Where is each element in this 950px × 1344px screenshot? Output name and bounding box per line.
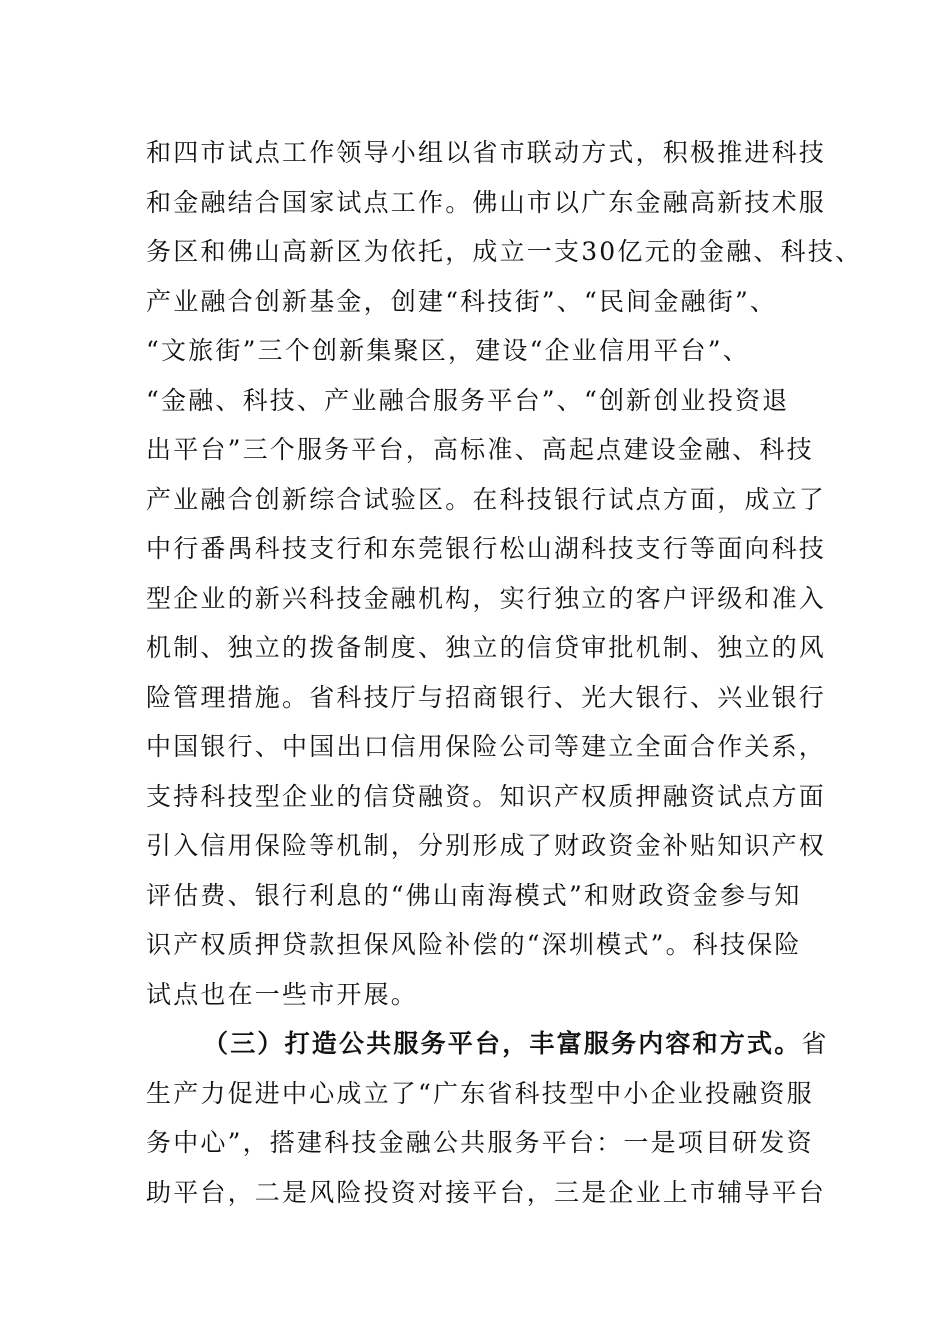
section-heading-continuation: 省 [801, 1029, 829, 1058]
text-line: “金融、科技、产业融合服务平台”、“创新创业投资退 [146, 385, 790, 415]
text-line: 支持科技型企业的信贷融资。知识产权质押融资试点方面 [146, 781, 827, 811]
text-line: 出平台”三个服务平台，高标准、高起点建设金融、科技 [146, 435, 814, 464]
text-line: 和金融结合国家试点工作。佛山市以广东金融高新技术服 [146, 187, 827, 217]
text-line: 引入信用保险等机制，分别形成了财政资金补贴知识产权 [146, 831, 827, 860]
text-line: 生产力促进中心成立了“广东省科技型中小企业投融资服 [146, 1078, 814, 1108]
text-line: 中行番禺科技支行和东莞银行松山湖科技支行等面向科技 [146, 534, 827, 563]
document-body [146, 128, 863, 1217]
text-line: 和四市试点工作领导小组以省市联动方式，积极推进科技 [146, 138, 827, 167]
text-line: 中国银行、中国出口信用保险公司等建立全面合作关系， [146, 732, 827, 761]
text-line: “文旅街”三个创新集聚区，建设“企业信用平台”、 [146, 336, 750, 365]
text-line: 产业融合创新基金，创建“科技街”、“民间金融街”、 [146, 286, 778, 316]
text-line: 产业融合创新综合试验区。在科技银行试点方面，成立了 [146, 484, 827, 514]
text-line: 务区和佛山高新区为依托，成立一支30亿元的金融、科技、 [146, 237, 863, 266]
text-line: 识产权质押贷款担保风险补偿的“深圳模式”。科技保险 [146, 930, 802, 959]
section-heading-line [146, 1019, 829, 1069]
text-line: 试点也在一些市开展。 [146, 979, 419, 1009]
section-heading: （三）打造公共服务平台，丰富服务内容和方式。 [203, 1029, 802, 1058]
text-line: 务中心”，搭建科技金融公共服务平台：一是项目研发资 [146, 1128, 814, 1157]
text-line: 评估费、银行利息的“佛山南海模式”和财政资金参与知 [146, 880, 802, 910]
text-line: 型企业的新兴科技金融机构，实行独立的客户评级和准入 [146, 583, 827, 613]
text-line: 机制、独立的拨备制度、独立的信贷审批机制、独立的风 [146, 633, 827, 662]
text-line: 险管理措施。省科技厅与招商银行、光大银行、兴业银行 [146, 682, 827, 712]
text-line: 助平台，二是风险投资对接平台，三是企业上市辅导平台 [146, 1177, 827, 1207]
